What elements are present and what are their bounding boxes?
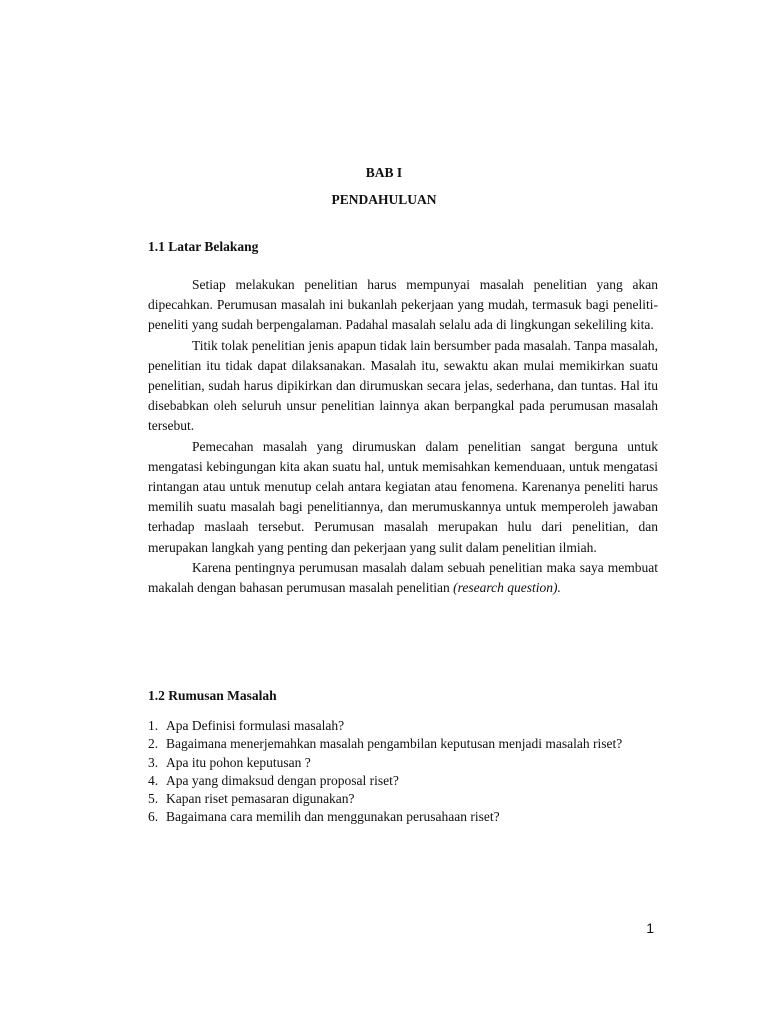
paragraph-3: Pemecahan masalah yang dirumuskan dalam penelitian sangat berguna untuk mengatasi kebingungan kita akan suatu hal, untuk memisahkan kemenduaan, untuk mengatasi rintangan atau untuk menutup celah antara kegiatan atau fenomena. Karenanya peneliti harus memilih suatu masalah bagi penelitiannya, dan merumuskannya untuk memperoleh jawaban terhadap maslaah tersebut. Perumusan masalah merupakan hulu dari penelitian, dan merupakan langkah yang penting dan pekerjaan yang sulit dalam penelitian ilmiah. xyxy=(148,438,658,555)
list-item-number: 2. xyxy=(148,736,159,752)
list-item-text: Apa Definisi formulasi masalah? xyxy=(166,718,345,733)
list-item-number: 4. xyxy=(148,772,159,788)
list-item xyxy=(148,754,668,772)
chapter-title: PENDAHULUAN xyxy=(331,192,437,207)
paragraph-2: Titik tolak penelitian jenis apapun tidak lain bersumber pada masalah. Tanpa masalah, penelitian itu tidak dapat dilaksanakan. Masalah itu, sewaktu akan mulai memikirkan suatu penelitian, sudah harus dipikirkan dan dirumuskan secara jelas, sederhana, dan tuntas. Hal itu disebabkan oleh seluruh unsur penelitian lainnya akan berpangkal pada perumusan masalah tersebut. xyxy=(148,337,658,434)
paragraph-1: Setiap melakukan penelitian harus mempunyai masalah penelitian yang akan dipecahkan. Perumusan masalah ini bukanlah pekerjaan yang mudah, termasuk bagi peneliti-peneliti yang sudah berpengalaman. Padahal masalah selalu ada di lingkungan sekeliling kita. xyxy=(148,277,658,333)
research-question-term: (research question). xyxy=(453,580,561,596)
list-item-number: 5. xyxy=(148,791,159,807)
list-item xyxy=(148,772,668,790)
section-title-problem-formulation: 1.2 Rumusan Masalah xyxy=(148,688,277,703)
list-item-number: 3. xyxy=(148,754,159,770)
chapter-heading: BAB I xyxy=(365,165,403,180)
list-item xyxy=(148,790,668,808)
list-item-text: Bagaimana cara memilih dan menggunakan perusahaan riset? xyxy=(166,809,500,825)
background-body xyxy=(148,275,658,598)
list-item xyxy=(148,717,668,735)
paragraph-4 xyxy=(148,558,658,598)
list-item-number: 1. xyxy=(148,718,159,733)
paragraph-4-text: Karena pentingnya perumusan masalah dalam sebuah penelitian maka saya membuat makalah dengan bahasan perumusan masalah penelitian xyxy=(148,559,658,596)
section-title-background: 1.1 Latar Belakang xyxy=(148,239,259,254)
problem-list xyxy=(148,717,668,827)
list-item-number: 6. xyxy=(148,809,159,825)
list-item-text: Apa yang dimaksud dengan proposal riset? xyxy=(166,772,399,788)
list-item-text: Apa itu pohon keputusan ? xyxy=(166,754,311,770)
list-item xyxy=(148,808,668,826)
list-item xyxy=(148,735,668,753)
list-item-text: Kapan riset pemasaran digunakan? xyxy=(166,791,355,807)
list-item-text: Bagaimana menerjemahkan masalah pengambilan keputusan menjadi masalah riset? xyxy=(166,736,623,752)
page-number: 1 xyxy=(646,920,654,936)
